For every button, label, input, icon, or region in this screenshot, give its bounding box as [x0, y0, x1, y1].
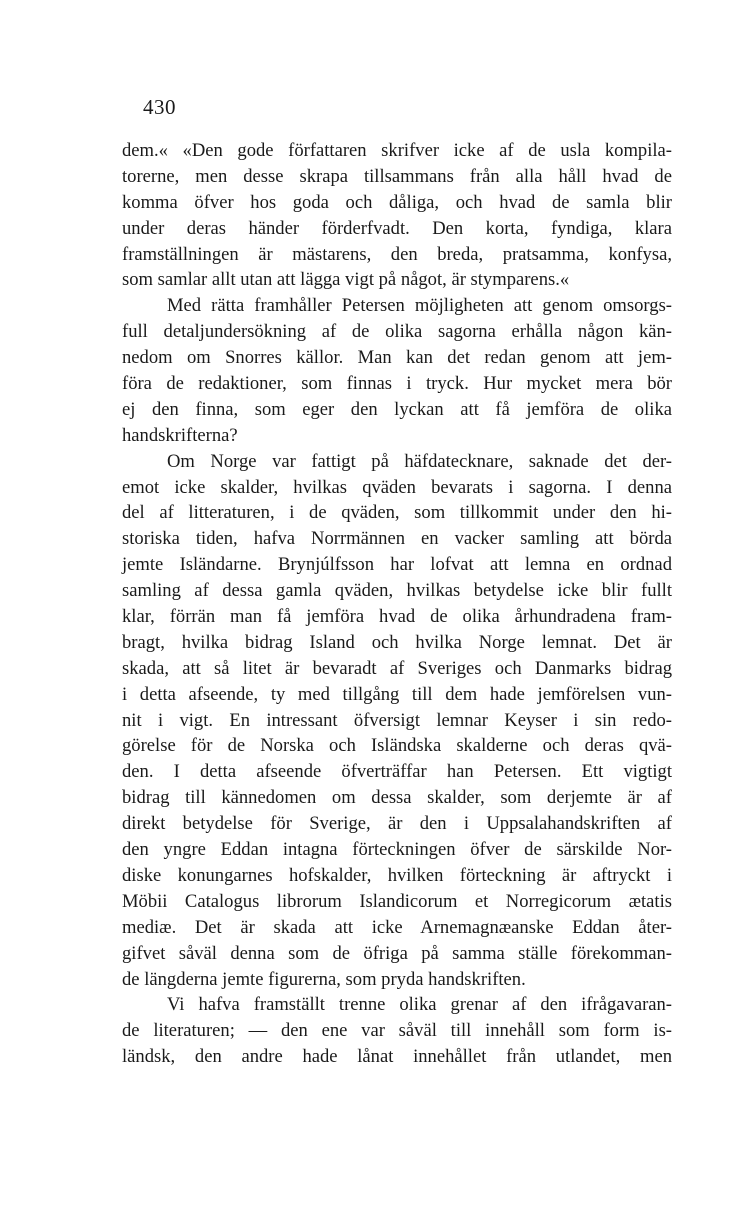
text-line: dem.« «Den gode författaren skrifver icke af de usla kompila- — [122, 140, 672, 161]
text-line: Vi hafva framställt trenne olika grenar af den ifrågavaran- — [167, 994, 672, 1016]
text-line: den yngre Eddan intagna förteckningen öfver de särskilde Nor- — [122, 839, 672, 861]
text-line: ej den finna, som eger den lyckan att få jemföra de olika — [122, 398, 672, 420]
text-line: i detta afseende, ty med tillgång till dem hade jemförelsen vun- — [122, 683, 672, 705]
text-line: komma öfver hos goda och dåliga, och hvad de samla blir — [122, 191, 672, 213]
text-line: skada, att så litet är bevaradt af Sveriges och Danmarks bidrag — [122, 657, 672, 679]
text-line: Om Norge var fattigt på häfdatecknare, saknade det der- — [167, 450, 672, 472]
text-line: direkt betydelse för Sverige, är den i Uppsalahandskriften af — [122, 813, 672, 835]
text-line: emot icke skalder, hvilkas qväden bevarats i sagorna. I denna — [122, 476, 672, 498]
text-line: jemte Isländarne. Brynjúlfsson har lofvat att lemna en ordnad — [122, 554, 672, 576]
text-line: ländsk, den andre hade lånat innehållet från utlandet, men — [122, 1046, 672, 1068]
text-line: den. I detta afseende öfverträffar han Petersen. Ett vigtigt — [122, 761, 672, 783]
text-line: Med rätta framhåller Petersen möjligheten att genom omsorgs- — [167, 295, 672, 317]
text-line: torerne, men desse skrapa tillsammans från alla håll hvad de — [122, 165, 672, 187]
text-line: föra de redaktioner, som finnas i tryck. Hur mycket mera bör — [122, 373, 672, 395]
text-line: mediæ. Det är skada att icke Arnemagnæanske Eddan åter- — [122, 916, 672, 938]
text-line: nit i vigt. En intressant öfversigt lemnar Keyser i sin redo- — [122, 709, 672, 731]
text-line: Möbii Catalogus librorum Islandicorum et Norregicorum ætatis — [122, 890, 672, 912]
text-line: del af litteraturen, i de qväden, som tillkommit under den hi- — [122, 502, 672, 524]
text-line: framställningen är mästarens, den breda, pratsamma, konfysa, — [122, 243, 672, 265]
text-line: full detaljundersökning af de olika sagorna erhålla någon kän- — [122, 321, 672, 343]
paragraph — [122, 992, 672, 1070]
text-line: bragt, hvilka bidrag Island och hvilka Norge lemnat. Det är — [122, 631, 672, 653]
paragraph — [122, 293, 672, 448]
text-line: samling af dessa gamla qväden, hvilkas betydelse icke blir fullt — [122, 580, 672, 602]
text-line: de längderna jemte figurerna, som pryda handskriften. — [122, 968, 526, 990]
text-line: de literaturen; — den ene var såväl till innehåll som form is- — [122, 1020, 672, 1042]
body-text — [122, 138, 672, 1070]
text-line: bidrag till kännedomen om dessa skalder, som derjemte är af — [122, 787, 672, 809]
text-line: klar, förrän man få jemföra hvad de olika århundradena fram- — [122, 606, 672, 628]
text-line: gifvet såväl denna som de öfriga på samma ställe förekomman- — [122, 942, 672, 964]
paragraph — [122, 449, 672, 993]
text-line: storiska tiden, hafva Norrmännen en vacker samling att börda — [122, 528, 672, 550]
text-line: nedom om Snorres källor. Man kan det redan genom att jem- — [122, 347, 672, 369]
text-line: handskrifterna? — [122, 424, 238, 446]
paragraph — [122, 138, 672, 293]
text-line: görelse för de Norska och Isländska skalderne och deras qvä- — [122, 735, 672, 757]
text-line: som samlar allt utan att lägga vigt på något, är stymparens.« — [122, 269, 570, 291]
text-line: under deras händer förderfvadt. Den korta, fyndiga, klara — [122, 217, 672, 239]
text-line: diske konungarnes hofskalder, hvilken förteckning är aftryckt i — [122, 864, 672, 886]
page-number: 430 — [143, 95, 176, 119]
